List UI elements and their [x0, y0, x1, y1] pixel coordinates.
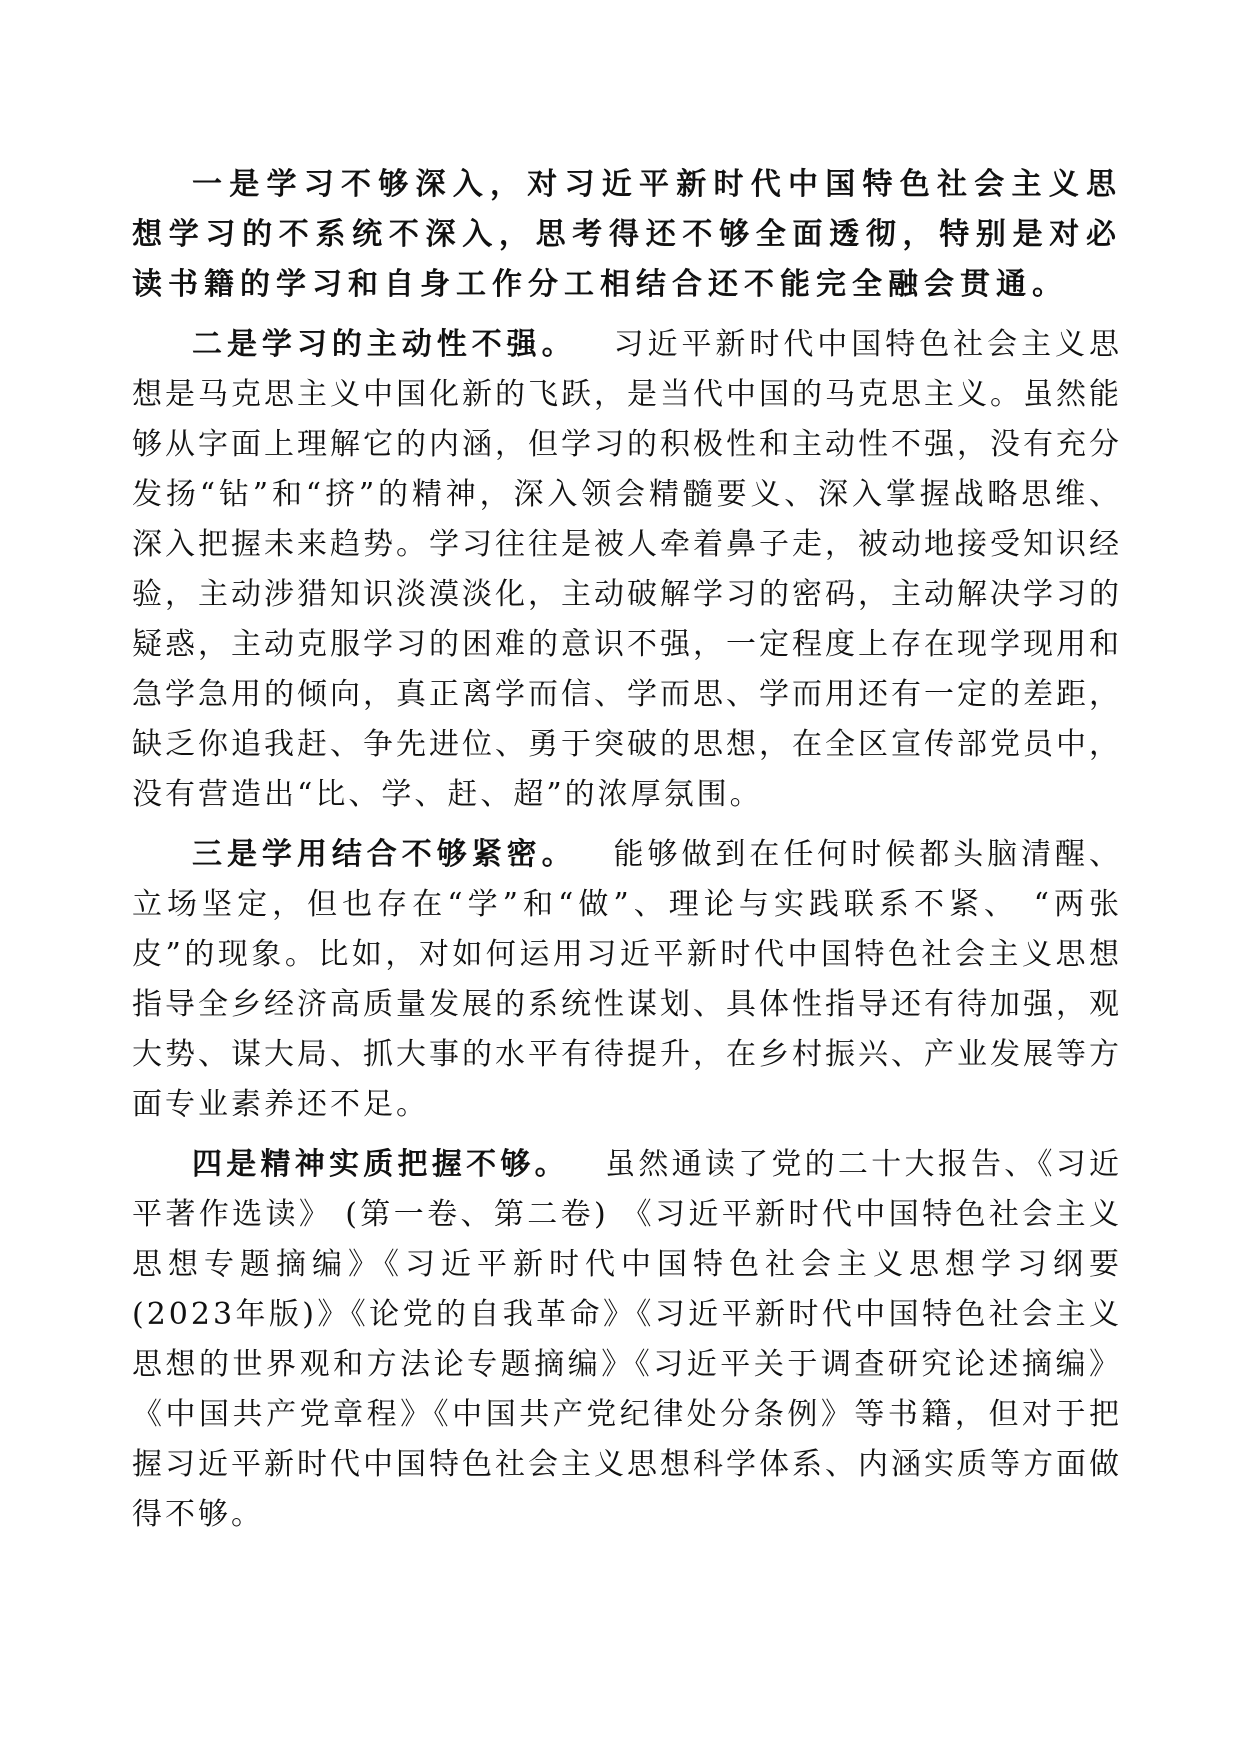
- paragraph-1: 一是学习不够深入，对习近平新时代中国特色社会主义思想学习的不系统不深入，思考得还不够全面透彻，特别是对必读书籍的学习和自身工作分工相结合还不能完全融会贯通。: [132, 167, 1122, 302]
- paragraph-4: [132, 1140, 1122, 1540]
- document-body: [132, 160, 1122, 1540]
- paragraph-3: [132, 830, 1122, 1130]
- paragraph-2-lead: 二是学习的主动性不强。: [192, 327, 577, 362]
- paragraph-2: [132, 320, 1122, 820]
- paragraph-2-text: 习近平新时代中国特色社会主义思想是马克思主义中国化新的飞跃，是当代中国的马克思主义。虽然能够从字面上理解它的内涵，但学习的积极性和主动性不强，没有充分发扬“钻”和“挤”的精神，深入领会精髓要义、深入掌握战略思维、深入把握未来趋势。学习往往是被人牵着鼻子走，被动地接受知识经验，主动涉猎知识淡漠淡化，主动破解学习的密码，主动解决学习的疑惑，主动克服学习的困难的意识不强，一定程度上存在现学现用和急学急用的倾向，真正离学而信、学而思、学而用还有一定的差距，缺乏你追我赶、争先进位、勇于突破的思想，在全区宣传部党员中，没有营造出“比、学、赶、超”的浓厚氛围。: [132, 327, 1123, 812]
- paragraph-3-text: 能够做到在任何时候都头脑清醒、立场坚定，但也存在“学”和“做”、理论与实践联系不紧、 “两张皮”的现象。比如，对如何运用习近平新时代中国特色社会主义思想指导全乡经济高质量发展的系统性谋划、具体性指导还有待加强，观大势、谋大局、抓大事的水平有待提升，在乡村振兴、产业发展等方面专业素养还不足。: [132, 837, 1123, 1122]
- paragraph-3-lead: 三是学用结合不够紧密。: [192, 837, 577, 872]
- paragraph-4-lead: 四是精神实质把握不够。: [192, 1147, 569, 1182]
- paragraph-4-text: 虽然通读了党的二十大报告、《习近平著作选读》 (第一卷、第二卷) 《习近平新时代中国特色社会主义思想专题摘编》《习近平新时代中国特色社会主义思想学习纲要(2023年版)》《论党的自我革命》《习近平新时代中国特色社会主义思想的世界观和方法论专题摘编》《习近平关于调查研究论述摘编》《中国共产党章程》《中国共产党纪律处分条例》等书籍，但对于把握习近平新时代中国特色社会主义思想科学体系、内涵实质等方面做得不够。: [132, 1147, 1123, 1532]
